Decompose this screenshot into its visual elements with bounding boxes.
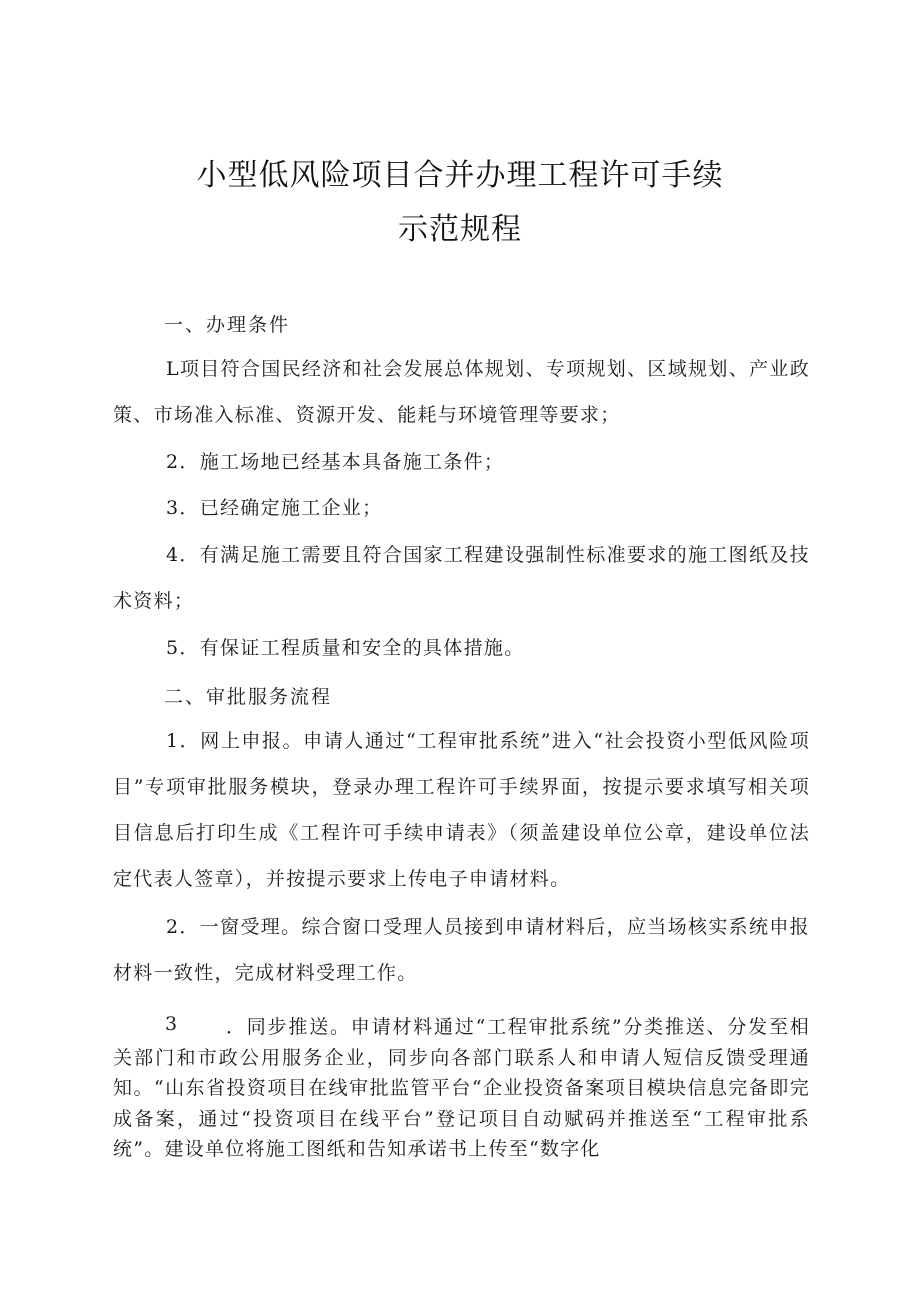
condition-item-2: 2．施工场地已经基本具备施工条件； (166, 451, 505, 473)
document-title-line-1: 小型低风险项目合并办理工程许可手续 (196, 158, 724, 193)
process-step-3: ．同步推送。申请材料通过“工程审批系统”分类推送、分发至相关部门和市政公用服务企业，同步向各部门联系人和申请人短信反馈受理通知。“山东省投资项目在线审批监管平台“企业投资备案项目模块信息完备即完成备案，通过“投资项目在线平台”登记项目自动赋码并推送至“工程审批系统”。建设单位将施工图纸和告知承诺书上传至“数字化 (113, 1016, 810, 1160)
section-1-heading: 一、办理条件 (164, 314, 291, 336)
section-2-heading: 二、审批服务流程 (164, 686, 333, 708)
condition-item-5: 5．有保证工程质量和安全的具体措施。 (166, 637, 525, 659)
condition-item-1: L项目符合国民经济和社会发展总体规划、专项规划、区域规划、产业政策、市场准入标准、资源开发、能耗与环境管理等要求； (113, 358, 810, 426)
document-title-line-2: 示范规程 (398, 212, 522, 247)
condition-item-3: 3．已经确定施工企业； (166, 497, 383, 519)
process-step-2: 2．一窗受理。综合窗口受理人员接到申请材料后，应当场核实系统申报材料一致性，完成材料受理工作。 (113, 916, 810, 984)
process-step-3-number: 3 (165, 1013, 179, 1035)
condition-item-4: 4．有满足施工需要且符合国家工程建设强制性标准要求的施工图纸及技术资料； (113, 544, 810, 612)
process-step-1: 1．网上申报。申请人通过“工程审批系统”进入“社会投资小型低风险项目”专项审批服务模块，登录办理工程许可手续界面，按提示要求填写相关项目信息后打印生成《工程许可手续申请表》（须盖建设单位公章，建设单位法定代表人签章），并按提示要求上传电子申请材料。 (113, 730, 810, 890)
